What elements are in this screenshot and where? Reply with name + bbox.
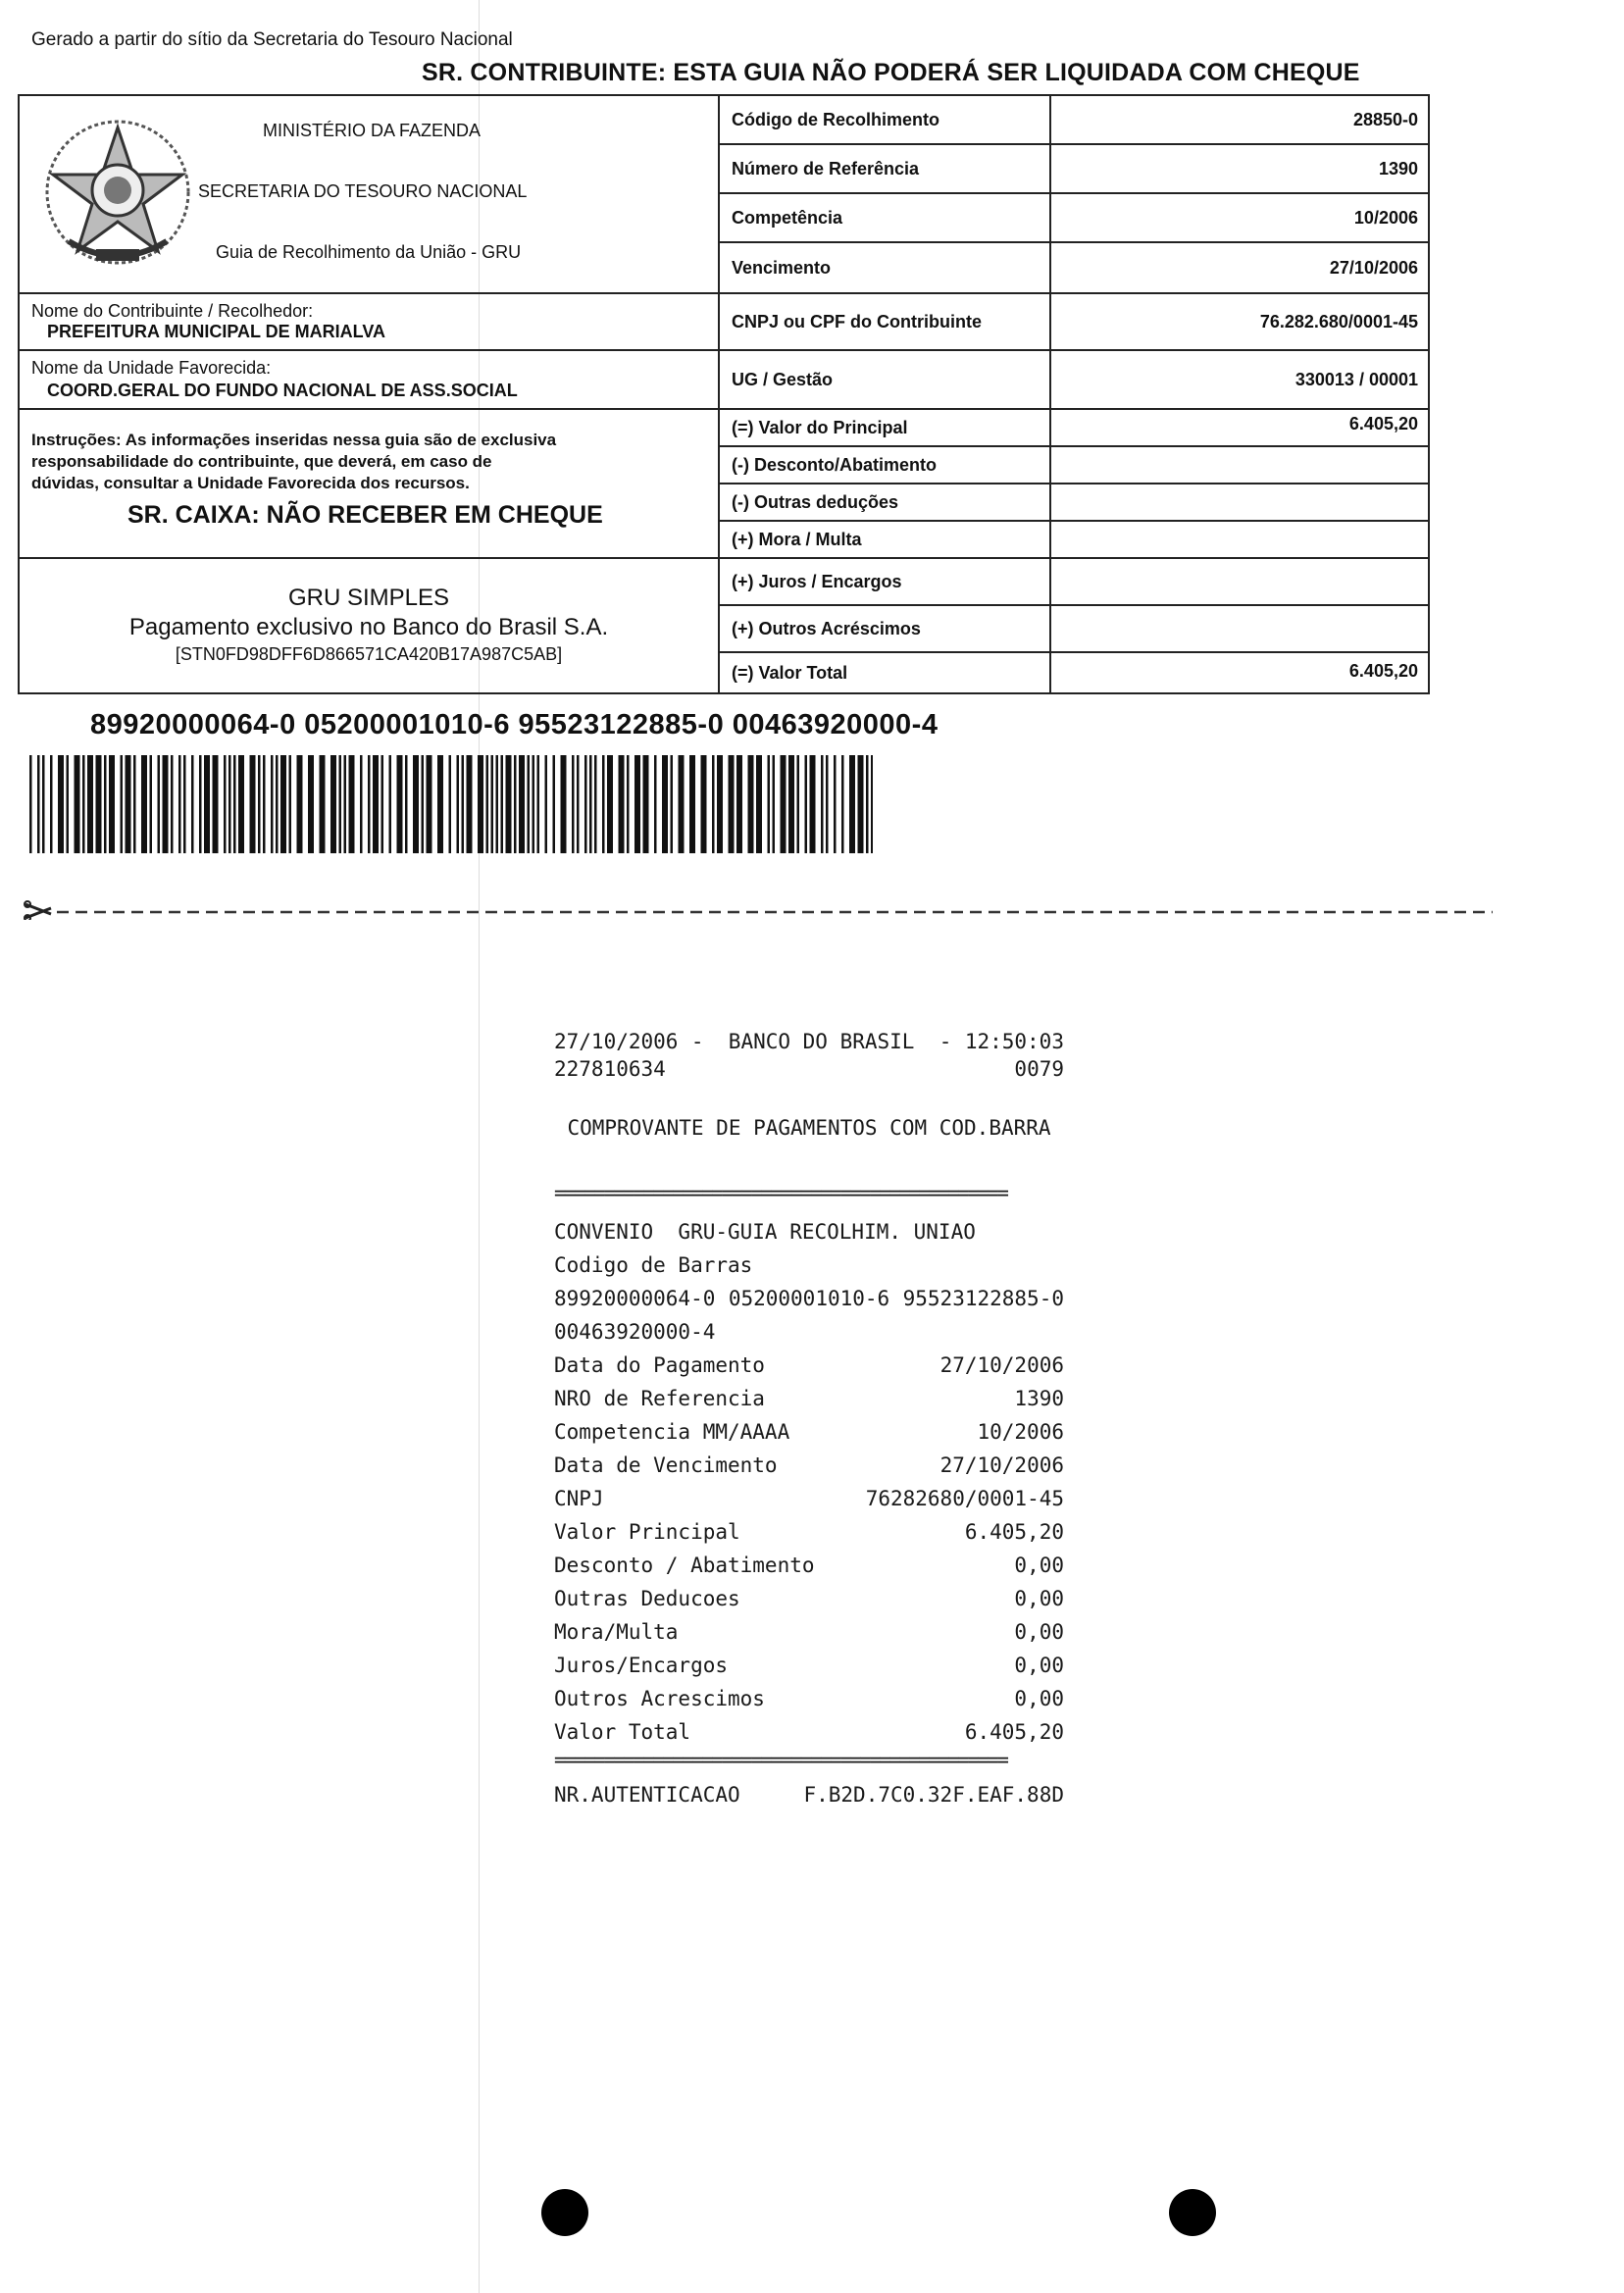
receipt-row-value: 6.405,20	[964, 1720, 1064, 1744]
receipt-row-value: 76282680/0001-45	[865, 1487, 1064, 1510]
barcode-digit-line: 89920000064-0 05200001010-6 95523122885-0 00463920000-4	[90, 709, 939, 740]
receipt-row-value: 0,00	[1014, 1620, 1064, 1644]
codigo-label: Código de Recolhimento	[732, 109, 940, 129]
receipt-auth-row	[554, 1778, 1064, 1811]
secretariat-name: SECRETARIA DO TESOURO NACIONAL	[198, 180, 528, 201]
receipt-rows	[554, 1349, 1064, 1749]
cnpj-value: 76.282.680/0001-45	[1259, 311, 1418, 331]
receipt-row	[554, 1649, 1064, 1682]
receipt-row-value: 0,00	[1014, 1587, 1064, 1610]
payment-bank-note: Pagamento exclusivo no Banco do Brasil S.A.	[128, 614, 609, 640]
principal-value: 6.405,20	[1348, 413, 1418, 433]
receipt-sequence: 0079	[1014, 1057, 1064, 1081]
receipt-row-value: 0,00	[1014, 1654, 1064, 1677]
beneficiary-label: Nome da Unidade Favorecida:	[31, 357, 272, 378]
instructions-line-2: responsabilidade do contribuinte, que deverá, em caso de	[31, 452, 492, 471]
scissors-icon	[25, 901, 51, 920]
ug-label: UG / Gestão	[732, 369, 834, 389]
barcode	[29, 755, 873, 853]
receipt-row-value: 27/10/2006	[939, 1453, 1064, 1477]
total-label: (=) Valor Total	[732, 662, 848, 683]
receipt-row-label: Data de Vencimento	[554, 1453, 778, 1477]
receipt-row-label: Valor Total	[554, 1720, 691, 1744]
deducoes-label: (-) Outras deduções	[732, 491, 899, 512]
vencimento-value: 27/10/2006	[1329, 257, 1418, 278]
receipt-row-label: Desconto / Abatimento	[554, 1554, 815, 1577]
receipt-row-label: Data do Pagamento	[554, 1353, 765, 1377]
receipt-row	[554, 1615, 1064, 1649]
receipt-separator-bottom: ==============================================	[554, 1749, 1007, 1770]
gru-simples-title: GRU SIMPLES	[287, 585, 450, 611]
brazil-coat-of-arms-icon	[39, 114, 196, 271]
receipt-row	[554, 1582, 1064, 1615]
receipt-row-label: Valor Principal	[554, 1520, 740, 1544]
receipt-row	[554, 1415, 1064, 1449]
receipt-row-label: NRO de Referencia	[554, 1387, 765, 1410]
receipt-barcode-line-2: 00463920000-4	[554, 1320, 716, 1344]
receipt-row-label: Juros/Encargos	[554, 1654, 729, 1677]
instructions-line-1: Instruções: As informações inseridas nessa guia são de exclusiva	[31, 431, 557, 449]
contributor-label: Nome do Contribuinte / Recolhedor:	[31, 300, 314, 321]
punch-hole-right	[1169, 2189, 1216, 2236]
receipt-row-value: 6.405,20	[964, 1520, 1064, 1544]
receipt-barcode-label: Codigo de Barras	[554, 1253, 753, 1277]
caixa-warning: SR. CAIXA: NÃO RECEBER EM CHEQUE	[127, 500, 603, 529]
receipt-row-value: 1390	[1014, 1387, 1064, 1410]
guide-name: Guia de Recolhimento da União - GRU	[216, 241, 522, 262]
receipt-row-label: Mora/Multa	[554, 1620, 679, 1644]
receipt-row-label: Outros Acrescimos	[554, 1687, 765, 1710]
ug-value: 330013 / 00001	[1294, 369, 1418, 389]
receipt-row	[554, 1349, 1064, 1382]
receipt-auth-value: F.B2D.7C0.32F.EAF.88D	[803, 1783, 1064, 1807]
receipt-row-value: 0,00	[1014, 1687, 1064, 1710]
contributor-name: PREFEITURA MUNICIPAL DE MARIALVA	[47, 321, 385, 341]
mora-label: (+) Mora / Multa	[732, 529, 862, 549]
total-value: 6.405,20	[1348, 660, 1418, 681]
receipt-row	[554, 1382, 1064, 1415]
receipt-auth-label: NR.AUTENTICACAO	[554, 1783, 740, 1807]
receipt-row	[554, 1515, 1064, 1549]
receipt-row	[554, 1549, 1064, 1582]
principal-label: (=) Valor do Principal	[732, 417, 908, 437]
gru-hash: [STN0FD98DFF6D866571CA420B17A987C5AB]	[175, 643, 563, 664]
receipt-date: 27/10/2006	[554, 1030, 679, 1053]
competencia-value: 10/2006	[1353, 207, 1418, 228]
desconto-label: (-) Desconto/Abatimento	[732, 454, 937, 475]
competencia-label: Competência	[732, 207, 843, 228]
punch-hole-left	[541, 2189, 588, 2236]
receipt-separator-top: ==============================================	[554, 1182, 1007, 1203]
receipt-row-value: 10/2006	[977, 1420, 1064, 1444]
cut-line	[22, 900, 1493, 920]
receipt-row-value: 0,00	[1014, 1554, 1064, 1577]
receipt-row-label: CNPJ	[554, 1487, 604, 1510]
receipt-bank: - BANCO DO BRASIL -	[690, 1030, 952, 1053]
receipt-barcode-line-1: 89920000064-0 05200001010-6 95523122885-0	[554, 1287, 1064, 1310]
ministry-name: MINISTÉRIO DA FAZENDA	[263, 120, 482, 140]
juros-label: (+) Juros / Encargos	[732, 571, 902, 591]
vencimento-label: Vencimento	[732, 257, 832, 278]
generated-from-note: Gerado a partir do sítio da Secretaria do Tesouro Nacional	[31, 29, 513, 50]
gru-form	[18, 94, 1430, 694]
receipt-row	[554, 1715, 1064, 1749]
receipt-row	[554, 1449, 1064, 1482]
receipt-row	[554, 1682, 1064, 1715]
receipt-terminal: 227810634	[554, 1057, 666, 1081]
receipt-time: 12:50:03	[964, 1030, 1064, 1053]
receipt-row-value: 27/10/2006	[939, 1353, 1064, 1377]
referencia-value: 1390	[1378, 158, 1418, 178]
payment-receipt	[554, 1025, 1064, 1811]
receipt-row-label: Competencia MM/AAAA	[554, 1420, 790, 1444]
receipt-row-label: Outras Deducoes	[554, 1587, 740, 1610]
cnpj-label: CNPJ ou CPF do Contribuinte	[732, 311, 982, 331]
beneficiary-name: COORD.GERAL DO FUNDO NACIONAL DE ASS.SOCIAL	[47, 380, 518, 400]
receipt-row	[554, 1482, 1064, 1515]
referencia-label: Número de Referência	[732, 158, 920, 178]
acrescimos-label: (+) Outros Acréscimos	[732, 618, 921, 638]
receipt-title: COMPROVANTE DE PAGAMENTOS COM COD.BARRA	[567, 1116, 1051, 1140]
receipt-convenio: CONVENIO GRU-GUIA RECOLHIM. UNIAO	[554, 1220, 976, 1244]
instructions-line-3: dúvidas, consultar a Unidade Favorecida dos recursos.	[31, 474, 470, 492]
codigo-value: 28850-0	[1352, 109, 1418, 129]
no-check-warning: SR. CONTRIBUINTE: ESTA GUIA NÃO PODERÁ SER LIQUIDADA COM CHEQUE	[422, 59, 1360, 86]
